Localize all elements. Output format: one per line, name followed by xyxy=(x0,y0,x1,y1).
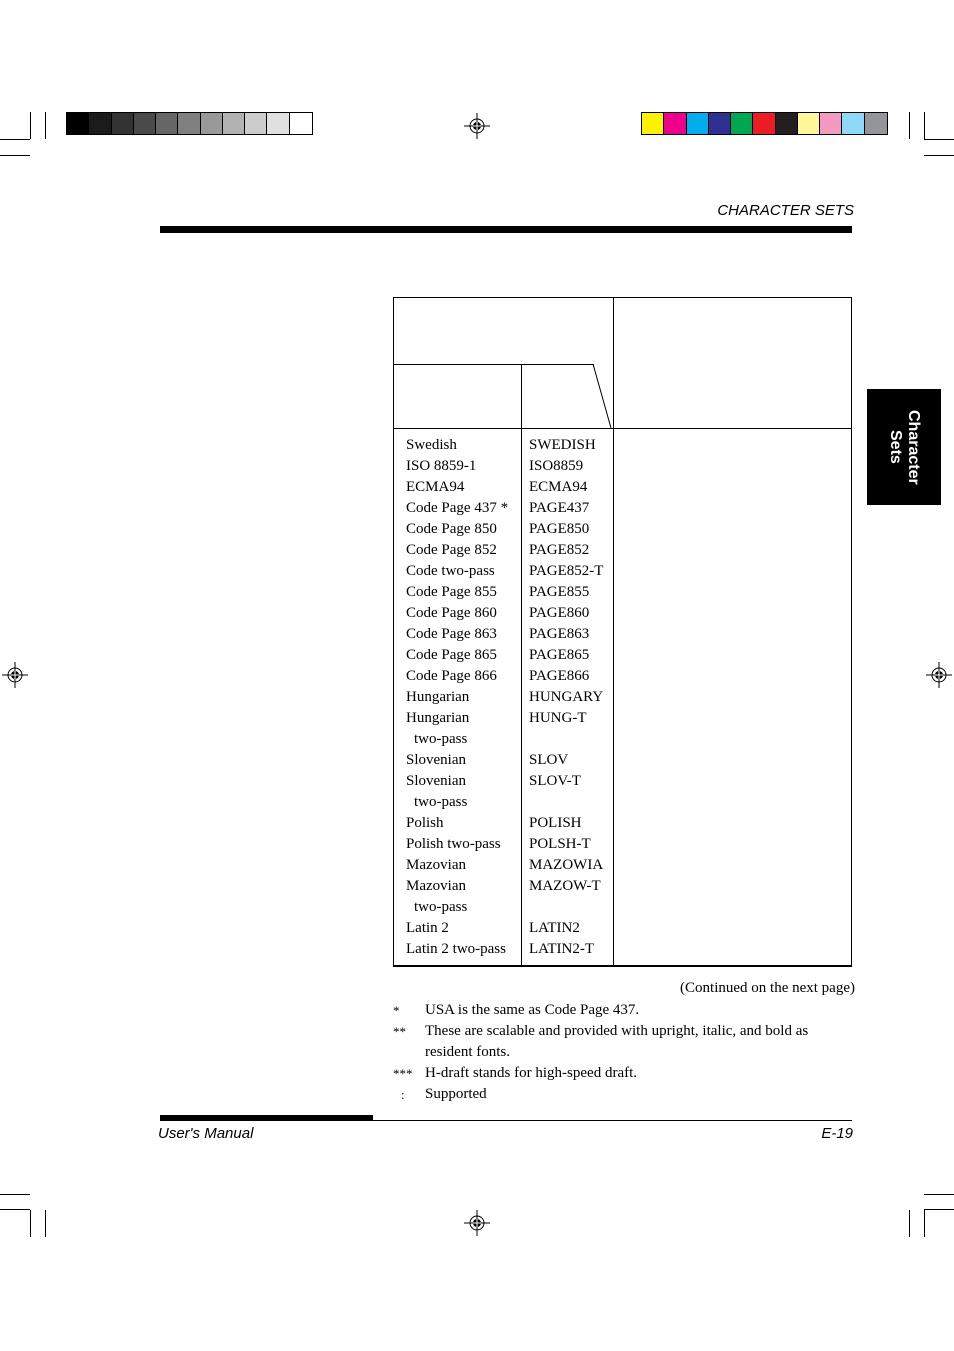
color-swatch xyxy=(67,113,89,134)
table-cell: POLSH-T xyxy=(529,836,591,852)
table-cell: Latin 2 two-pass xyxy=(406,941,506,957)
side-tab-label: Character Sets xyxy=(887,409,922,485)
color-swatch xyxy=(842,113,864,134)
table-cell: ISO8859 xyxy=(529,458,584,474)
table-cell xyxy=(529,792,603,813)
footnote-text: Supported xyxy=(425,1086,487,1102)
character-set-table xyxy=(393,297,852,967)
crop-mark xyxy=(45,112,46,139)
crop-mark xyxy=(0,139,30,140)
color-swatch xyxy=(753,113,775,134)
table-cell: PAGE855 xyxy=(529,584,590,600)
table-cell: two-pass xyxy=(414,899,468,915)
color-swatch xyxy=(731,113,753,134)
table-cell: PAGE852-T xyxy=(529,563,604,579)
color-swatch xyxy=(201,113,223,134)
table-cell: Code Page 860 xyxy=(406,605,497,621)
running-head: CHARACTER SETS xyxy=(717,202,854,219)
table-cell: two-pass xyxy=(414,794,468,810)
registration-target-icon xyxy=(926,662,952,688)
table-cell: SWEDISH xyxy=(529,437,596,453)
crop-mark xyxy=(924,1210,925,1237)
footnote xyxy=(393,1063,853,1084)
crop-mark xyxy=(924,1194,954,1195)
table-cell: Code Page 855 xyxy=(406,584,497,600)
crop-mark xyxy=(924,1209,954,1210)
table-cell: LATIN2 xyxy=(529,920,580,936)
table-cell: Code Page 437 * xyxy=(406,500,509,516)
color-swatch xyxy=(134,113,156,134)
table-cell: PAGE850 xyxy=(529,521,590,537)
color-swatch xyxy=(687,113,709,134)
color-swatch xyxy=(865,113,887,134)
table-cell: Mazovian xyxy=(406,878,466,894)
table-cell: Code Page 850 xyxy=(406,521,497,537)
registration-target-icon xyxy=(2,662,28,688)
table-cell: ISO 8859-1 xyxy=(406,458,477,474)
character-set-name-column xyxy=(406,435,508,960)
footer-left: User's Manual xyxy=(158,1125,254,1142)
table-divider xyxy=(521,364,522,966)
header-rule xyxy=(160,226,852,233)
color-swatch xyxy=(290,113,312,134)
footnote-mark: *** xyxy=(393,1066,413,1081)
crop-mark xyxy=(909,1210,910,1237)
table-cell: MAZOWIA xyxy=(529,857,604,873)
color-swatch xyxy=(89,113,111,134)
footnote-text: H-draft stands for high-speed draft. xyxy=(425,1065,638,1081)
table-cell: Code Page 866 xyxy=(406,668,497,684)
table-cell: Polish two-pass xyxy=(406,836,501,852)
footnote xyxy=(393,1021,853,1063)
color-swatch xyxy=(223,113,245,134)
table-cell: ECMA94 xyxy=(406,479,465,495)
table-cell: Latin 2 xyxy=(406,920,449,936)
page-number: E-19 xyxy=(821,1125,853,1142)
table-cell xyxy=(529,729,603,750)
continued-note: (Continued on the next page) xyxy=(680,980,855,996)
table-cell: Hungarian xyxy=(406,710,470,726)
table-cell: Code Page 852 xyxy=(406,542,497,558)
table-cell: HUNG-T xyxy=(529,710,587,726)
footnote-mark: * xyxy=(393,1003,400,1018)
table-cell: PAGE863 xyxy=(529,626,590,642)
color-swatch xyxy=(664,113,686,134)
crop-mark xyxy=(45,1210,46,1237)
footnote xyxy=(393,1084,853,1105)
registration-target-icon xyxy=(464,113,490,139)
crop-mark xyxy=(30,1210,31,1237)
table-cell: PAGE860 xyxy=(529,605,590,621)
table-cell: PAGE865 xyxy=(529,647,590,663)
color-swatch xyxy=(156,113,178,134)
footnote xyxy=(393,1000,853,1021)
table-cell: Code Page 865 xyxy=(406,647,497,663)
table-slant-divider xyxy=(592,364,614,429)
table-cell: MAZOW-T xyxy=(529,878,601,894)
table-cell: Polish xyxy=(406,815,444,831)
registration-target-icon xyxy=(464,1210,490,1236)
crop-mark xyxy=(30,112,31,139)
color-swatch xyxy=(798,113,820,134)
color-swatch xyxy=(178,113,200,134)
footnote-text: USA is the same as Code Page 437. xyxy=(425,1002,640,1018)
table-cell: Mazovian xyxy=(406,857,466,873)
table-cell: HUNGARY xyxy=(529,689,604,705)
character-set-code-column xyxy=(529,435,603,960)
table-divider xyxy=(394,428,851,429)
table-cell: LATIN2-T xyxy=(529,941,594,957)
footnote-text: These are scalable and provided with upright, italic, and bold as resident fonts. xyxy=(425,1023,809,1060)
color-swatch xyxy=(112,113,134,134)
process-color-bar xyxy=(641,112,888,135)
color-swatch xyxy=(776,113,798,134)
table-cell: PAGE437 xyxy=(529,500,590,516)
crop-mark xyxy=(924,155,954,156)
table-cell: PAGE866 xyxy=(529,668,590,684)
table-divider xyxy=(394,364,594,365)
color-swatch xyxy=(245,113,267,134)
table-cell: ECMA94 xyxy=(529,479,588,495)
table-cell: Slovenian xyxy=(406,773,466,789)
crop-mark xyxy=(909,112,910,139)
footnote-mark: ** xyxy=(393,1024,406,1039)
crop-mark xyxy=(0,1209,30,1210)
table-cell: two-pass xyxy=(414,731,468,747)
crop-mark xyxy=(0,155,30,156)
color-swatch xyxy=(267,113,289,134)
table-cell: Slovenian xyxy=(406,752,466,768)
crop-mark xyxy=(924,139,954,140)
table-cell: Swedish xyxy=(406,437,457,453)
table-cell: PAGE852 xyxy=(529,542,590,558)
table-cell: Hungarian xyxy=(406,689,470,705)
color-swatch xyxy=(820,113,842,134)
table-cell: POLISH xyxy=(529,815,582,831)
section-side-tab[interactable] xyxy=(867,389,941,505)
color-swatch xyxy=(642,113,664,134)
footnote-mark: : xyxy=(401,1087,405,1102)
color-swatch xyxy=(709,113,731,134)
crop-mark xyxy=(0,1194,30,1195)
table-cell: Code Page 863 xyxy=(406,626,497,642)
table-cell xyxy=(529,897,603,918)
table-cell: SLOV-T xyxy=(529,773,581,789)
crop-mark xyxy=(924,112,925,139)
table-cell: SLOV xyxy=(529,752,569,768)
table-cell: Code two-pass xyxy=(406,563,495,579)
footer-rule-thin xyxy=(160,1120,852,1121)
grayscale-color-bar xyxy=(66,112,313,135)
